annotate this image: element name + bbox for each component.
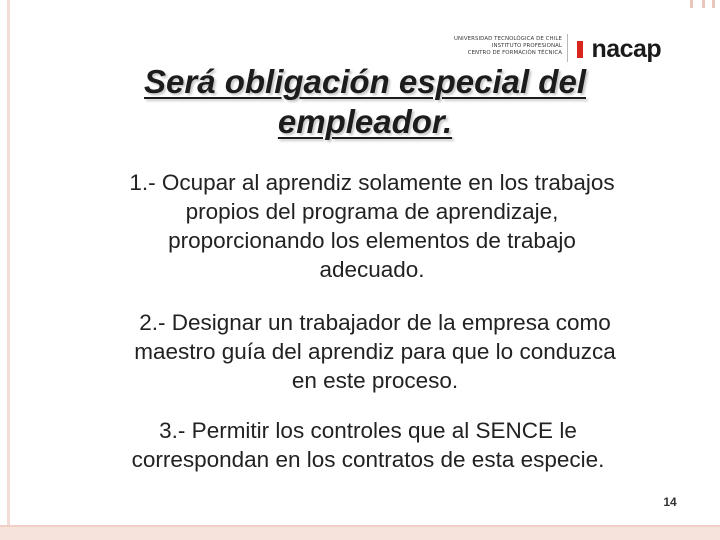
page-number: 14 bbox=[663, 495, 677, 509]
item-2-line-1: 2.- Designar un trabajador de la empresa como bbox=[139, 310, 611, 335]
item-2-line-3: en este proceso. bbox=[291, 368, 459, 393]
logo-line-2: INSTITUTO PROFESIONAL bbox=[491, 43, 562, 49]
logo-brand-text bbox=[585, 35, 661, 64]
item-3-line-2: correspondan en los contratos de esta especie. bbox=[131, 447, 605, 472]
title-line-2: empleador. bbox=[277, 103, 453, 140]
corner-decoration bbox=[688, 0, 716, 8]
title-line-1: Será obligación especial del bbox=[143, 63, 586, 100]
obligation-item-3 bbox=[48, 416, 688, 474]
logo-line-1: UNIVERSIDAD TECNOLÓGICA DE CHILE bbox=[453, 36, 562, 42]
item-1-line-1: 1.- Ocupar al aprendiz solamente en los trabajos bbox=[129, 170, 615, 195]
item-1-line-4: adecuado. bbox=[319, 257, 425, 282]
logo-brand-rest: nacap bbox=[591, 35, 662, 63]
item-3-line-1: 3.- Permitir los controles que al SENCE le bbox=[159, 418, 577, 443]
obligation-item-2 bbox=[50, 308, 700, 395]
item-2-line-2: maestro guía del aprendiz para que lo conduzca bbox=[134, 339, 616, 364]
obligation-item-1 bbox=[52, 168, 692, 284]
logo-red-mark-icon bbox=[577, 41, 583, 58]
logo-line-3: CENTRO DE FORMACIÓN TÉCNICA bbox=[467, 50, 562, 56]
frame-bottom-border bbox=[0, 527, 720, 540]
logo-institution-lines bbox=[444, 36, 562, 57]
logo-divider bbox=[567, 34, 568, 62]
item-1-line-2: propios del programa de aprendizaje, bbox=[185, 199, 559, 224]
item-1-line-3: proporcionando los elementos de trabajo bbox=[168, 228, 576, 253]
slide-title bbox=[0, 62, 720, 142]
